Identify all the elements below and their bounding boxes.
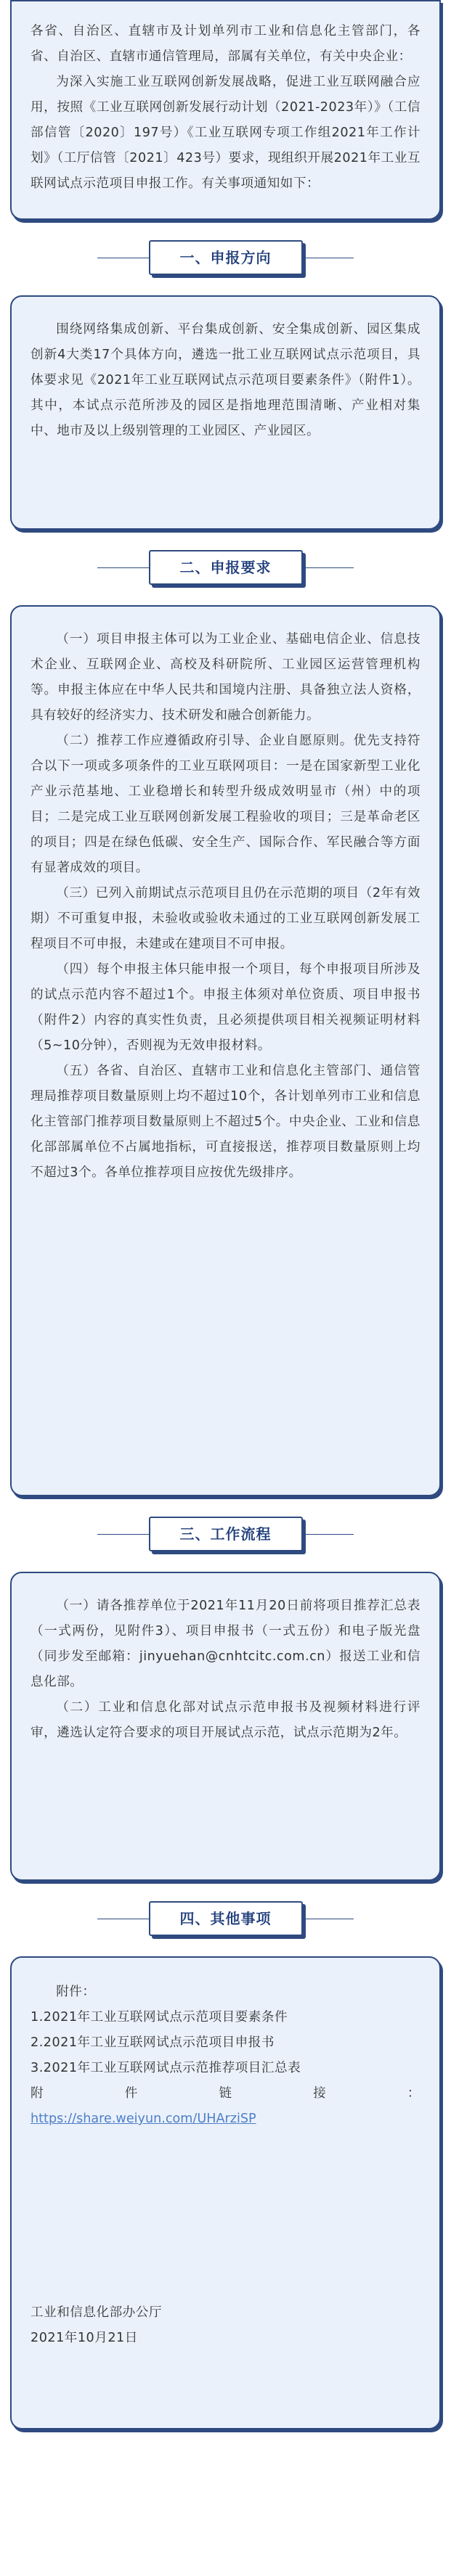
link-label-char: 链: [219, 2086, 232, 2101]
download-link[interactable]: https://share.weiyun.com/UHArziSP: [31, 2112, 256, 2126]
attachments-label: 附件：: [56, 1985, 96, 1999]
link-label-char: ：: [407, 2086, 420, 2101]
section-3-header: [10, 1496, 441, 1572]
section-2-paragraph: （四）每个申报主体只能申报一个项目，每个申报项目所涉及的试点示范内容不超过1个。申报主体须对单位资质、项目申报书（附件2）内容的真实性负责，且必须提供项目相关视频证明材料（5~10分钟），否则视为无效申报材料。: [31, 962, 420, 1053]
section-1-header: [10, 220, 441, 295]
section-1-paragraph: 围绕网络集成创新、平台集成创新、安全集成创新、园区集成创新4大类17个具体方向，遴选一批工业互联网试点示范项目，具体要求见《2021年工业互联网试点示范项目要素条件》（附件1）。其中，本试点示范所涉及的园区是指地理范围清晰、产业相对集中、地市及以上级别管理的工业园区、产业园区。: [31, 322, 420, 438]
section-2-header: [10, 530, 441, 605]
intro-card: [10, 0, 441, 220]
link-label-row: [31, 2081, 420, 2107]
signature-org: 工业和信息化部办公厅: [31, 2305, 162, 2320]
link-label-char: 附: [31, 2086, 44, 2101]
section-1-card: [10, 295, 441, 530]
section-2-paragraph: （一）项目申报主体可以为工业企业、基础电信企业、信息技术企业、互联网企业、高校及科研院所、工业园区运营管理机构等。申报主体应在中华人民共和国境内注册、具备独立法人资格，具有较好的经济实力、技术研发和融合创新能力。: [31, 632, 420, 723]
section-3-title: 三、工作流程: [149, 1517, 303, 1551]
link-label-char: 件: [124, 2086, 138, 2101]
section-2-paragraph: （三）已列入前期试点示范项目且仍在示范期的项目（2年有效期）不可重复申报，未验收或验收未通过的工业互联网创新发展工程项目不可申报，未建或在建项目不可申报。: [31, 886, 420, 951]
section-3-paragraph: （二）工业和信息化部对试点示范申报书及视频材料进行评审，遴选认定符合要求的项目开展试点示范，试点示范期为2年。: [31, 1700, 420, 1740]
attachment-item: 3.2021年工业互联网试点示范推荐项目汇总表: [31, 2061, 301, 2075]
section-2-title: 二、申报要求: [149, 550, 303, 585]
section-3-card: [10, 1572, 441, 1881]
section-4-title: 四、其他事项: [149, 1901, 303, 1936]
section-1-title: 一、申报方向: [149, 240, 303, 275]
section-4-card: [10, 1956, 441, 2429]
signature-date: 2021年10月21日: [31, 2331, 138, 2345]
attachment-item: 2.2021年工业互联网试点示范项目申报书: [31, 2035, 275, 2050]
section-3-paragraph: （一）请各推荐单位于2021年11月20日前将项目推荐汇总表（一式两份，见附件3）、项目申报书（一式五份）和电子版光盘（同步发至邮箱：jinyuehan@cnhtcitc.com.cn）报送工业和信息化部。: [31, 1599, 420, 1689]
link-label-char: 接: [313, 2086, 327, 2101]
section-2-card: [10, 605, 441, 1496]
section-4-header: [10, 1881, 441, 1956]
attachment-item: 1.2021年工业互联网试点示范项目要素条件: [31, 2010, 288, 2025]
section-2-paragraph: （二）推荐工作应遵循政府引导、企业自愿原则。优先支持符合以下一项或多项条件的工业互联网项目：一是在国家新型工业化产业示范基地、工业稳增长和转型升级成效明显市（州）中的项目；二是完成工业互联网创新发展工程验收的项目；三是革命老区的项目；四是在绿色低碳、安全生产、国际合作、军民融合等方面有显著成效的项目。: [31, 734, 420, 875]
section-2-paragraph: （五）各省、自治区、直辖市工业和信息化主管部门、通信管理局推荐项目数量原则上均不超过10个，各计划单列市工业和信息化主管部门推荐项目数量原则上不超过5个。中央企业、工业和信息化部部属单位不占属地指标，可直接报送，推荐项目数量原则上均不超过3个。各单位推荐项目应按优先级排序。: [31, 1064, 420, 1180]
intro-salutation: 各省、自治区、直辖市及计划单列市工业和信息化主管部门，各省、自治区、直辖市通信管理局，部属有关单位，有关中央企业：: [31, 24, 420, 64]
intro-body: 为深入实施工业互联网创新发展战略，促进工业互联网融合应用，按照《工业互联网创新发展行动计划（2021-2023年）》（工信部信管〔2020〕197号）《工业互联网专项工作组2021年工作计划》（工厅信管〔2021〕423号）要求，现组织开展2021年工业互联网试点示范项目申报工作。有关事项通知如下：: [31, 75, 420, 191]
